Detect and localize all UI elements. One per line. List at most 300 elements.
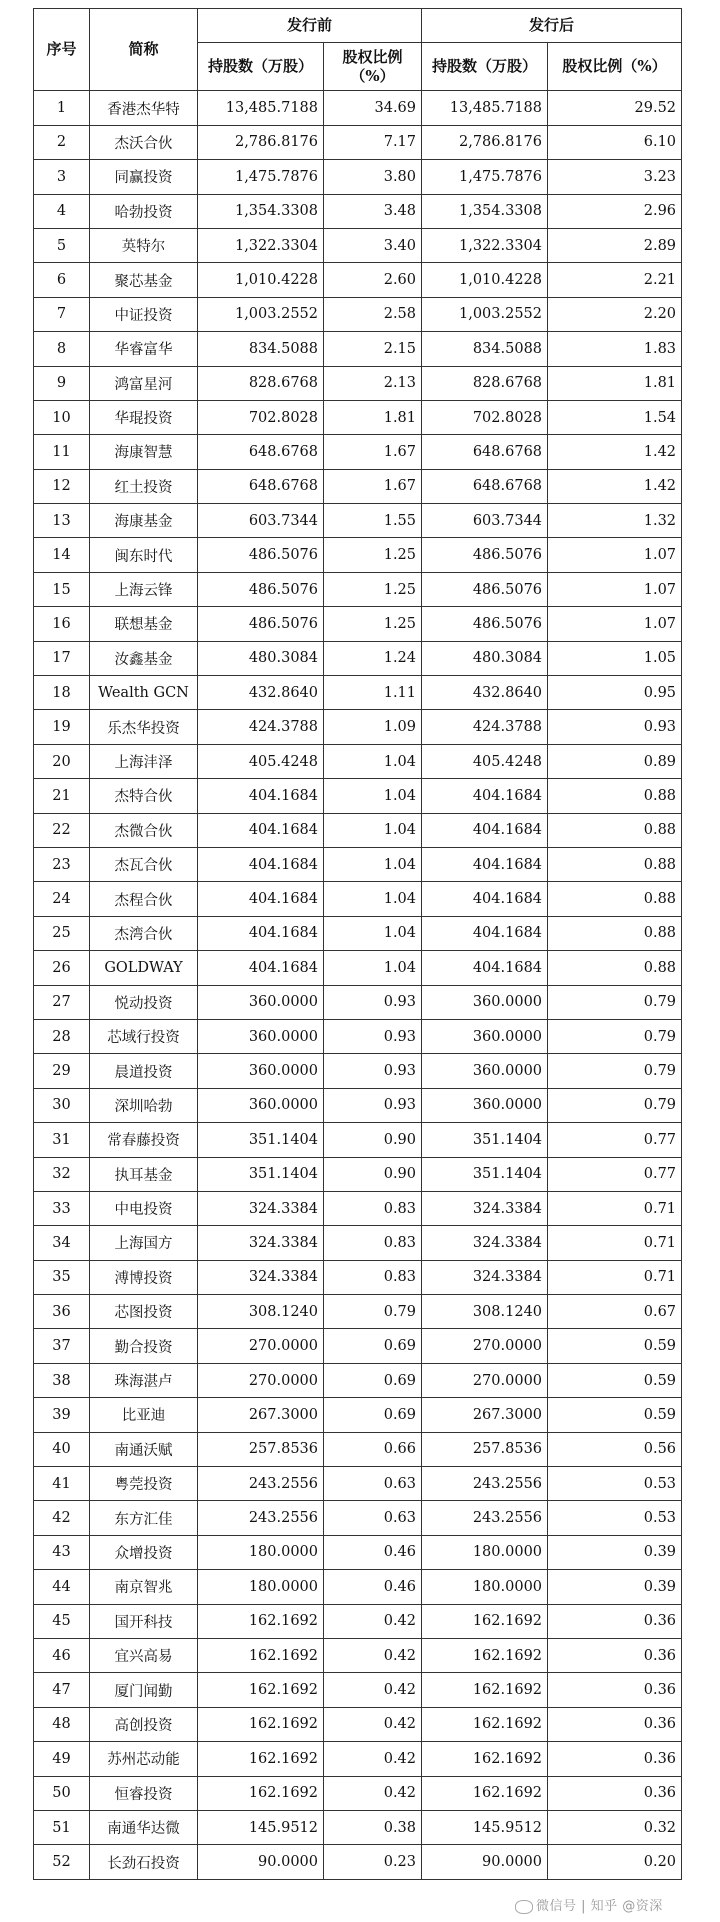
- ratio-after: 0.71: [548, 1226, 682, 1260]
- shareholder-name: 杰程合伙: [90, 882, 198, 916]
- row-index: 6: [34, 263, 90, 297]
- shares-before: 1,322.3304: [198, 228, 324, 262]
- table-row: [34, 1467, 682, 1501]
- shares-before: 404.1684: [198, 813, 324, 847]
- wechat-icon: [515, 1900, 533, 1914]
- row-index: 9: [34, 366, 90, 400]
- shares-before: 1,354.3308: [198, 194, 324, 228]
- header-name: 简称: [90, 9, 198, 91]
- ratio-before: 34.69: [324, 91, 422, 125]
- table-row: [34, 710, 682, 744]
- shareholder-name: 杰沃合伙: [90, 125, 198, 159]
- shareholder-name: 芯图投资: [90, 1295, 198, 1329]
- header-ratio-after: 股权比例（%）: [548, 43, 682, 91]
- ratio-before: 0.83: [324, 1191, 422, 1225]
- ratio-after: 1.83: [548, 332, 682, 366]
- shareholder-name: 海康智慧: [90, 435, 198, 469]
- ratio-after: 0.36: [548, 1638, 682, 1672]
- ratio-before: 3.80: [324, 160, 422, 194]
- shares-before: 1,003.2552: [198, 297, 324, 331]
- shares-after: 243.2556: [422, 1467, 548, 1501]
- ratio-before: 1.24: [324, 641, 422, 675]
- shareholder-name: 宜兴高易: [90, 1638, 198, 1672]
- shares-before: 2,786.8176: [198, 125, 324, 159]
- ratio-before: 0.69: [324, 1329, 422, 1363]
- ratio-before: 0.69: [324, 1398, 422, 1432]
- shares-after: 603.7344: [422, 504, 548, 538]
- ratio-before: 1.67: [324, 435, 422, 469]
- shares-after: 702.8028: [422, 400, 548, 434]
- table-row: [34, 1501, 682, 1535]
- row-index: 16: [34, 607, 90, 641]
- shareholder-name: 晨道投资: [90, 1054, 198, 1088]
- row-index: 22: [34, 813, 90, 847]
- shares-after: 404.1684: [422, 951, 548, 985]
- shareholder-name: 恒睿投资: [90, 1776, 198, 1810]
- shareholder-name: GOLDWAY: [90, 951, 198, 985]
- shares-before: 404.1684: [198, 916, 324, 950]
- shares-before: 162.1692: [198, 1638, 324, 1672]
- shareholder-name: 闽东时代: [90, 538, 198, 572]
- shareholder-name: 中证投资: [90, 297, 198, 331]
- shares-before: 308.1240: [198, 1295, 324, 1329]
- ratio-before: 2.60: [324, 263, 422, 297]
- ratio-before: 1.09: [324, 710, 422, 744]
- ratio-after: 29.52: [548, 91, 682, 125]
- table-row: [34, 1019, 682, 1053]
- shareholder-name: 海康基金: [90, 504, 198, 538]
- table-row: [34, 1535, 682, 1569]
- shares-after: 162.1692: [422, 1638, 548, 1672]
- ratio-after: 6.10: [548, 125, 682, 159]
- ratio-before: 0.42: [324, 1604, 422, 1638]
- row-index: 43: [34, 1535, 90, 1569]
- ratio-before: 1.55: [324, 504, 422, 538]
- ratio-before: 1.67: [324, 469, 422, 503]
- row-index: 52: [34, 1845, 90, 1879]
- shares-before: 360.0000: [198, 1088, 324, 1122]
- shares-before: 13,485.7188: [198, 91, 324, 125]
- table-row: [34, 297, 682, 331]
- ratio-before: 0.42: [324, 1742, 422, 1776]
- row-index: 46: [34, 1638, 90, 1672]
- table-row: [34, 847, 682, 881]
- shares-after: 1,322.3304: [422, 228, 548, 262]
- ratio-before: 0.42: [324, 1638, 422, 1672]
- row-index: 25: [34, 916, 90, 950]
- shareholder-name: 深圳哈勃: [90, 1088, 198, 1122]
- shares-after: 270.0000: [422, 1363, 548, 1397]
- ratio-after: 0.77: [548, 1157, 682, 1191]
- ratio-before: 0.93: [324, 1019, 422, 1053]
- shares-before: 324.3384: [198, 1226, 324, 1260]
- ratio-before: 0.46: [324, 1535, 422, 1569]
- shares-after: 404.1684: [422, 813, 548, 847]
- shares-before: 480.3084: [198, 641, 324, 675]
- table-row: [34, 469, 682, 503]
- ratio-before: 0.69: [324, 1363, 422, 1397]
- ratio-after: 2.20: [548, 297, 682, 331]
- row-index: 7: [34, 297, 90, 331]
- shareholder-name: 华睿富华: [90, 332, 198, 366]
- shareholder-name: 高创投资: [90, 1707, 198, 1741]
- ratio-after: 2.89: [548, 228, 682, 262]
- ratio-after: 0.39: [548, 1535, 682, 1569]
- shareholder-name: 苏州芯动能: [90, 1742, 198, 1776]
- row-index: 32: [34, 1157, 90, 1191]
- ratio-after: 0.71: [548, 1191, 682, 1225]
- shares-after: 648.6768: [422, 469, 548, 503]
- table-row: [34, 1432, 682, 1466]
- shareholding-table: [33, 8, 682, 1880]
- table-row: [34, 916, 682, 950]
- shareholder-name: 国开科技: [90, 1604, 198, 1638]
- ratio-after: 1.07: [548, 572, 682, 606]
- table-row: [34, 1398, 682, 1432]
- shareholder-name: 悦动投资: [90, 985, 198, 1019]
- ratio-after: 0.36: [548, 1776, 682, 1810]
- shares-before: 648.6768: [198, 435, 324, 469]
- shares-before: 1,010.4228: [198, 263, 324, 297]
- shares-after: 180.0000: [422, 1535, 548, 1569]
- row-index: 19: [34, 710, 90, 744]
- shareholder-name: 英特尔: [90, 228, 198, 262]
- shareholder-name: 长劲石投资: [90, 1845, 198, 1879]
- row-index: 21: [34, 779, 90, 813]
- shares-after: 486.5076: [422, 607, 548, 641]
- shares-after: 1,475.7876: [422, 160, 548, 194]
- ratio-after: 1.07: [548, 607, 682, 641]
- ratio-after: 0.89: [548, 744, 682, 778]
- shares-after: 648.6768: [422, 435, 548, 469]
- table-row: [34, 572, 682, 606]
- shares-before: 162.1692: [198, 1707, 324, 1741]
- shares-before: 360.0000: [198, 1054, 324, 1088]
- ratio-before: 0.79: [324, 1295, 422, 1329]
- shares-after: 424.3788: [422, 710, 548, 744]
- shares-before: 90.0000: [198, 1845, 324, 1879]
- shares-before: 351.1404: [198, 1123, 324, 1157]
- shares-after: 1,354.3308: [422, 194, 548, 228]
- table-row: [34, 538, 682, 572]
- row-index: 27: [34, 985, 90, 1019]
- ratio-after: 1.54: [548, 400, 682, 434]
- header-shares-before: 持股数（万股）: [198, 43, 324, 91]
- ratio-after: 0.67: [548, 1295, 682, 1329]
- ratio-before: 1.04: [324, 779, 422, 813]
- table-row: [34, 228, 682, 262]
- header-index: 序号: [34, 9, 90, 91]
- shares-after: 243.2556: [422, 1501, 548, 1535]
- table-row: [34, 882, 682, 916]
- shares-before: 404.1684: [198, 882, 324, 916]
- row-index: 39: [34, 1398, 90, 1432]
- shares-after: 351.1404: [422, 1157, 548, 1191]
- shares-before: 162.1692: [198, 1776, 324, 1810]
- ratio-after: 0.36: [548, 1604, 682, 1638]
- ratio-after: 3.23: [548, 160, 682, 194]
- ratio-after: 0.71: [548, 1260, 682, 1294]
- table-row: [34, 1570, 682, 1604]
- ratio-after: 0.36: [548, 1707, 682, 1741]
- ratio-before: 2.13: [324, 366, 422, 400]
- ratio-before: 7.17: [324, 125, 422, 159]
- ratio-after: 0.59: [548, 1398, 682, 1432]
- shares-after: 90.0000: [422, 1845, 548, 1879]
- ratio-after: 0.95: [548, 676, 682, 710]
- table-row: [34, 1329, 682, 1363]
- shares-after: 360.0000: [422, 1054, 548, 1088]
- shares-before: 145.9512: [198, 1810, 324, 1844]
- ratio-before: 0.42: [324, 1673, 422, 1707]
- table-row: [34, 641, 682, 675]
- table-row: [34, 1226, 682, 1260]
- shareholder-name: 上海沣泽: [90, 744, 198, 778]
- ratio-after: 0.59: [548, 1363, 682, 1397]
- shareholding-table-container: [33, 8, 682, 1880]
- shares-after: 834.5088: [422, 332, 548, 366]
- row-index: 15: [34, 572, 90, 606]
- ratio-before: 0.42: [324, 1776, 422, 1810]
- row-index: 34: [34, 1226, 90, 1260]
- table-row: [34, 1810, 682, 1844]
- shareholder-name: 杰特合伙: [90, 779, 198, 813]
- shares-after: 360.0000: [422, 985, 548, 1019]
- table-row: [34, 607, 682, 641]
- shares-after: 162.1692: [422, 1604, 548, 1638]
- shares-before: 404.1684: [198, 951, 324, 985]
- table-row: [34, 813, 682, 847]
- shares-before: 257.8536: [198, 1432, 324, 1466]
- shareholder-name: 上海云锋: [90, 572, 198, 606]
- ratio-before: 0.42: [324, 1707, 422, 1741]
- shareholder-name: 南通华达微: [90, 1810, 198, 1844]
- shareholder-name: 汝鑫基金: [90, 641, 198, 675]
- table-row: [34, 400, 682, 434]
- table-row: [34, 435, 682, 469]
- ratio-before: 2.58: [324, 297, 422, 331]
- header-before-issuance: 发行前: [198, 9, 422, 43]
- header-after-issuance: 发行后: [422, 9, 682, 43]
- ratio-after: 0.39: [548, 1570, 682, 1604]
- ratio-after: 0.79: [548, 985, 682, 1019]
- shares-after: 486.5076: [422, 572, 548, 606]
- row-index: 4: [34, 194, 90, 228]
- ratio-after: 0.79: [548, 1054, 682, 1088]
- shares-before: 834.5088: [198, 332, 324, 366]
- shareholder-name: 南京智兆: [90, 1570, 198, 1604]
- ratio-after: 1.42: [548, 469, 682, 503]
- shares-after: 267.3000: [422, 1398, 548, 1432]
- shares-after: 360.0000: [422, 1019, 548, 1053]
- ratio-after: 0.88: [548, 813, 682, 847]
- ratio-after: 0.36: [548, 1673, 682, 1707]
- table-row: [34, 1604, 682, 1638]
- shareholder-name: 华琨投资: [90, 400, 198, 434]
- shares-after: 162.1692: [422, 1776, 548, 1810]
- row-index: 30: [34, 1088, 90, 1122]
- shares-before: 180.0000: [198, 1570, 324, 1604]
- table-row: [34, 160, 682, 194]
- ratio-after: 0.88: [548, 779, 682, 813]
- ratio-before: 0.23: [324, 1845, 422, 1879]
- shares-after: 324.3384: [422, 1226, 548, 1260]
- shares-before: 324.3384: [198, 1260, 324, 1294]
- ratio-before: 0.63: [324, 1501, 422, 1535]
- shares-after: 404.1684: [422, 882, 548, 916]
- ratio-before: 1.04: [324, 951, 422, 985]
- ratio-after: 0.79: [548, 1019, 682, 1053]
- ratio-after: 0.53: [548, 1467, 682, 1501]
- table-row: [34, 91, 682, 125]
- row-index: 24: [34, 882, 90, 916]
- ratio-before: 0.90: [324, 1157, 422, 1191]
- table-row: [34, 1673, 682, 1707]
- row-index: 51: [34, 1810, 90, 1844]
- table-row: [34, 779, 682, 813]
- shares-after: 351.1404: [422, 1123, 548, 1157]
- watermark-text: 微信号 | 知乎 @资深: [536, 1899, 663, 1914]
- ratio-before: 1.04: [324, 916, 422, 950]
- table-row: [34, 332, 682, 366]
- ratio-before: 1.04: [324, 813, 422, 847]
- table-row: [34, 504, 682, 538]
- shareholder-name: 粤莞投资: [90, 1467, 198, 1501]
- shareholder-name: 溥博投资: [90, 1260, 198, 1294]
- ratio-before: 1.25: [324, 607, 422, 641]
- shares-before: 351.1404: [198, 1157, 324, 1191]
- ratio-before: 1.25: [324, 572, 422, 606]
- row-index: 26: [34, 951, 90, 985]
- ratio-before: 1.25: [324, 538, 422, 572]
- shares-before: 486.5076: [198, 538, 324, 572]
- table-row: [34, 676, 682, 710]
- table-row: [34, 1707, 682, 1741]
- ratio-after: 0.93: [548, 710, 682, 744]
- shareholder-name: 南通沃赋: [90, 1432, 198, 1466]
- ratio-after: 0.79: [548, 1088, 682, 1122]
- row-index: 2: [34, 125, 90, 159]
- shareholder-name: 香港杰华特: [90, 91, 198, 125]
- shares-before: 404.1684: [198, 779, 324, 813]
- ratio-before: 1.04: [324, 882, 422, 916]
- ratio-before: 1.11: [324, 676, 422, 710]
- ratio-after: 0.59: [548, 1329, 682, 1363]
- table-row: [34, 1260, 682, 1294]
- row-index: 14: [34, 538, 90, 572]
- watermark: [515, 1895, 663, 1914]
- table-row: [34, 744, 682, 778]
- shareholder-name: 哈勃投资: [90, 194, 198, 228]
- shares-after: 1,010.4228: [422, 263, 548, 297]
- shareholder-name: 中电投资: [90, 1191, 198, 1225]
- ratio-before: 0.93: [324, 1054, 422, 1088]
- row-index: 41: [34, 1467, 90, 1501]
- shares-after: 360.0000: [422, 1088, 548, 1122]
- shares-after: 145.9512: [422, 1810, 548, 1844]
- row-index: 47: [34, 1673, 90, 1707]
- shares-before: 162.1692: [198, 1604, 324, 1638]
- shareholder-name: 杰微合伙: [90, 813, 198, 847]
- shares-after: 324.3384: [422, 1260, 548, 1294]
- ratio-after: 1.05: [548, 641, 682, 675]
- ratio-before: 0.93: [324, 1088, 422, 1122]
- row-index: 17: [34, 641, 90, 675]
- ratio-after: 1.42: [548, 435, 682, 469]
- table-row: [34, 1638, 682, 1672]
- table-row: [34, 1157, 682, 1191]
- shares-after: 162.1692: [422, 1707, 548, 1741]
- shareholder-name: 比亚迪: [90, 1398, 198, 1432]
- shares-before: 360.0000: [198, 985, 324, 1019]
- row-index: 42: [34, 1501, 90, 1535]
- shares-after: 404.1684: [422, 847, 548, 881]
- table-row: [34, 125, 682, 159]
- ratio-before: 2.15: [324, 332, 422, 366]
- ratio-before: 0.90: [324, 1123, 422, 1157]
- shares-after: 162.1692: [422, 1673, 548, 1707]
- table-body: [34, 91, 682, 1879]
- shares-after: 180.0000: [422, 1570, 548, 1604]
- ratio-after: 1.32: [548, 504, 682, 538]
- shareholder-name: 红土投资: [90, 469, 198, 503]
- shareholder-name: 杰瓦合伙: [90, 847, 198, 881]
- shares-after: 162.1692: [422, 1742, 548, 1776]
- shares-before: 1,475.7876: [198, 160, 324, 194]
- shareholder-name: Wealth GCN: [90, 676, 198, 710]
- ratio-before: 3.40: [324, 228, 422, 262]
- row-index: 36: [34, 1295, 90, 1329]
- table-row: [34, 1845, 682, 1879]
- shares-after: 324.3384: [422, 1191, 548, 1225]
- table-row: [34, 1088, 682, 1122]
- row-index: 11: [34, 435, 90, 469]
- row-index: 10: [34, 400, 90, 434]
- row-index: 18: [34, 676, 90, 710]
- shares-before: 162.1692: [198, 1742, 324, 1776]
- row-index: 20: [34, 744, 90, 778]
- row-index: 31: [34, 1123, 90, 1157]
- shares-before: 486.5076: [198, 572, 324, 606]
- shareholder-name: 执耳基金: [90, 1157, 198, 1191]
- ratio-after: 0.32: [548, 1810, 682, 1844]
- table-row: [34, 1191, 682, 1225]
- ratio-before: 0.83: [324, 1226, 422, 1260]
- header-shares-after: 持股数（万股）: [422, 43, 548, 91]
- ratio-before: 1.81: [324, 400, 422, 434]
- shareholder-name: 厦门闻勤: [90, 1673, 198, 1707]
- row-index: 28: [34, 1019, 90, 1053]
- shares-before: 267.3000: [198, 1398, 324, 1432]
- shares-after: 404.1684: [422, 916, 548, 950]
- table-row: [34, 951, 682, 985]
- table-row: [34, 1363, 682, 1397]
- shares-after: 2,786.8176: [422, 125, 548, 159]
- shareholder-name: 勤合投资: [90, 1329, 198, 1363]
- shares-before: 270.0000: [198, 1363, 324, 1397]
- ratio-after: 0.77: [548, 1123, 682, 1157]
- shares-after: 308.1240: [422, 1295, 548, 1329]
- shares-before: 180.0000: [198, 1535, 324, 1569]
- shareholder-name: 同赢投资: [90, 160, 198, 194]
- row-index: 50: [34, 1776, 90, 1810]
- row-index: 38: [34, 1363, 90, 1397]
- table-row: [34, 263, 682, 297]
- shares-before: 324.3384: [198, 1191, 324, 1225]
- table-row: [34, 1295, 682, 1329]
- shares-before: 486.5076: [198, 607, 324, 641]
- ratio-after: 0.56: [548, 1432, 682, 1466]
